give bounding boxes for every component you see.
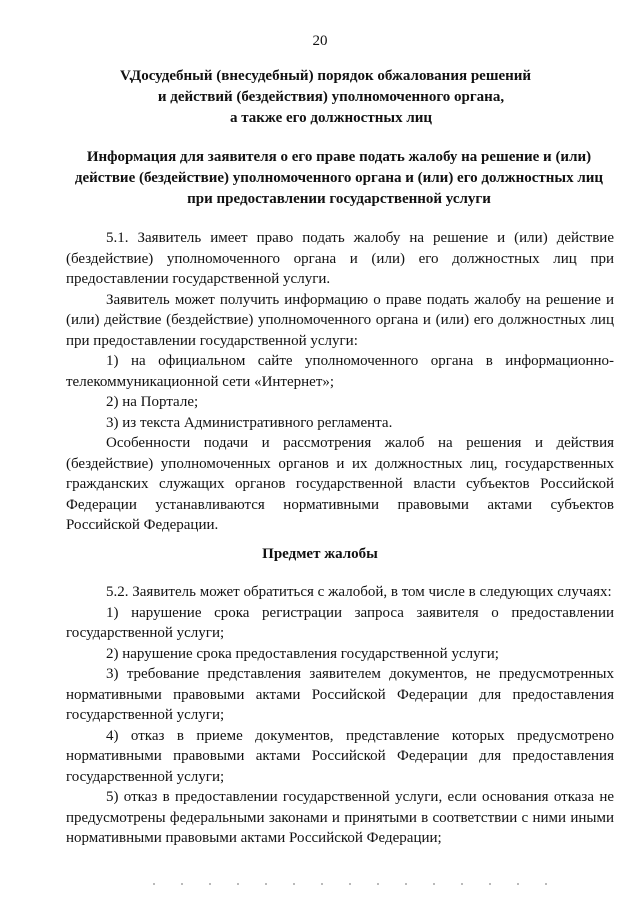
info-heading-line: действие (бездействие) уполномоченного органа и (или) его должностных лиц <box>74 170 604 186</box>
list-item: 1) нарушение срока регистрации запроса заявителя о предоставлении государственной услуги; <box>66 604 614 641</box>
paragraph: Заявитель может получить информацию о праве подать жалобу на решение и (или) действие (бездействие) уполномоченного органа и (или) его должностных лиц при предоставлении государственной услуги: <box>66 291 614 349</box>
list-item: 3) из текста Административного регламента. <box>106 414 393 431</box>
list-item: 5) отказ в предоставлении государственной услуги, если основания отказа не предусмотрены федеральными законами и принятыми в соответствии с ними иными нормативными правовыми актами Российской Федерации; <box>66 789 614 846</box>
section-title-line: и действий (бездействия) уполномоченного органа, <box>157 89 505 105</box>
info-heading-line: Информация для заявителя о его праве подать жалобу на решение и (или) <box>86 149 592 165</box>
paragraph: 5.2. Заявитель может обратиться с жалобой, в том числе в следующих случаях: <box>106 584 612 600</box>
info-body <box>66 228 614 536</box>
section-title <box>66 66 596 129</box>
list-item: 2) нарушение срока предоставления государственной услуги; <box>106 645 499 662</box>
list-item: 4) отказ в приеме документов, представление которых предусмотрено нормативными правовыми актами Российской Федерации для предоставления государственной услуги; <box>66 727 614 785</box>
section-title-line: Досудебный (внесудебный) порядок обжалования решений <box>130 68 532 84</box>
section-roman-numeral: V. <box>120 68 133 84</box>
list-item: 1) на официальном сайте уполномоченного органа в информационно-телекоммуникационной сети «Интернет»; <box>66 353 614 390</box>
paragraph: Особенности подачи и рассмотрения жалоб на решения и действия (бездействие) уполномоченных органов и их должностных лиц, государственных гражданских служащих органов государственной власти субъектов Российской Федерации устанавливаются нормативными правовыми актами субъектов Российской Федерации. <box>66 435 614 533</box>
subject-heading: Предмет жалобы <box>262 546 378 562</box>
page-number: 20 <box>312 33 328 49</box>
section-title-line: а также его должностных лиц <box>229 110 433 126</box>
scan-artifact <box>140 883 560 885</box>
info-heading <box>62 147 616 210</box>
info-heading-line: при предоставлении государственной услуги <box>187 191 491 207</box>
paragraph: 5.1. Заявитель имеет право подать жалобу на решение и (или) действие (бездействие) уполномоченного органа и (или) его должностных лиц при предоставлении государственной услуги. <box>66 230 614 287</box>
subject-body <box>66 582 614 849</box>
list-item: 3) требование представления заявителем документов, не предусмотренных нормативными правовыми актами Российской Федерации для предоставления государственной услуги; <box>66 666 614 723</box>
list-item: 2) на Портале; <box>106 394 199 410</box>
